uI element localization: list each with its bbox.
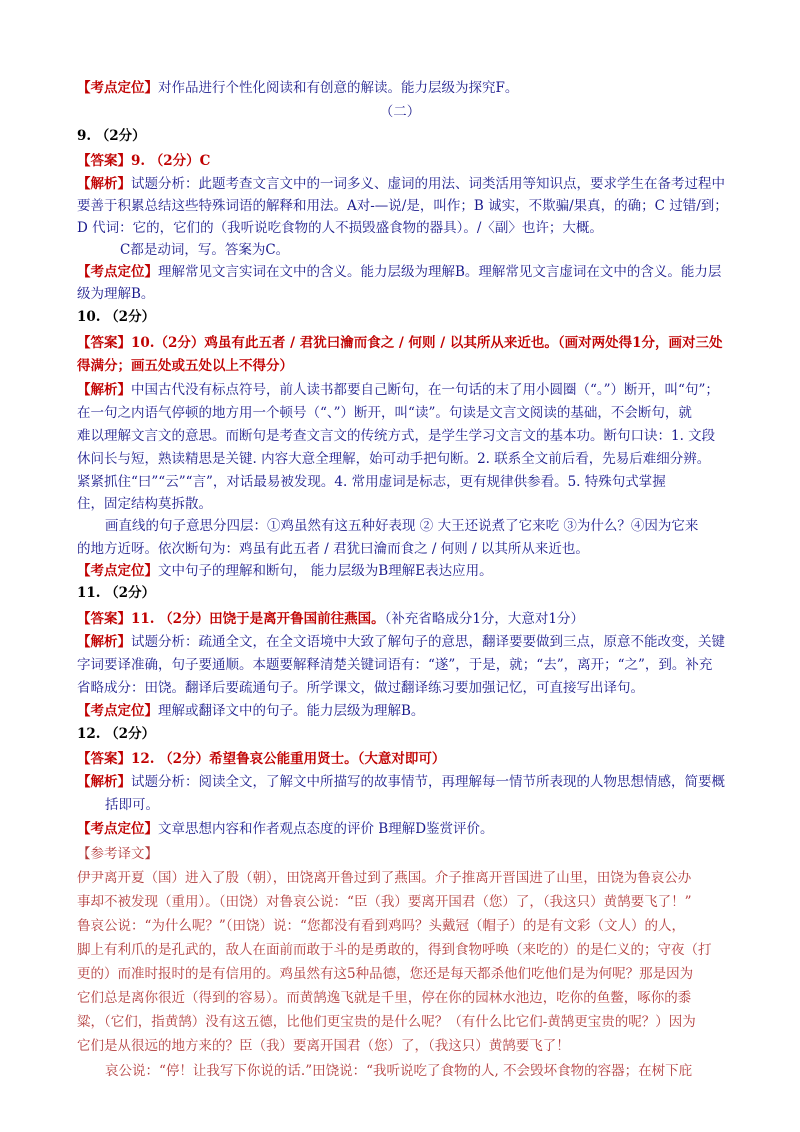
analysis-label: 【解析】 — [77, 382, 131, 398]
answer-text: 11. （2分）田饶于是离开鲁国前往燕国。 — [131, 611, 385, 627]
kaodian-line — [77, 78, 518, 98]
q12-answer — [77, 749, 445, 769]
q11-heading: 11. （2分） — [77, 585, 156, 601]
q12-heading: 12. （2分） — [77, 726, 156, 742]
reference-line-4: 脚上有利爪的是孔武的，敌人在面前而敢于斗的是勇敢的，得到食物呼唤（来吃的）的是仁义的；守夜（打 — [77, 942, 712, 958]
reference-line-3: 鲁哀公说：“为什么呢？”（田饶）说：“您都没有看到鸡吗？头戴冠（帽子）的是有文彩（文人）的人， — [77, 918, 685, 934]
q10-answer-2: 得满分；画五处或五处以上不得分） — [77, 358, 293, 374]
analysis-label: 【解析】 — [77, 774, 131, 790]
q11-exp-line-2: 字词要译准确，句子要通顺。本题要解释清楚关键词语有：“遂”，于是，就；“去”，离开；“之”，到。补充 — [77, 657, 713, 673]
analysis-text: 试题分析：阅读全文，了解文中所描写的故事情节，再理解每一情节所表现的人物思想情感，简要概 — [131, 774, 725, 790]
analysis-label: 【解析】 — [77, 176, 131, 192]
answer-text: 10.（2分）鸡虽有此五者 / 君犹曰瀹而食之 / 何则 / 以其所从来近也。（画对两处得1分，画对三处 — [131, 335, 723, 351]
reference-label: 【参考译文】 — [77, 846, 158, 862]
q10-exp-line-1 — [77, 380, 719, 400]
reference-line-5: 更的）而准时报时的是有信用的。鸡虽然有这5种品德，您还是每天都杀他们吃他们是为何呢？那是因为 — [77, 966, 694, 982]
answer-note: （补充省略成分1分，大意对1分） — [384, 611, 585, 627]
analysis-text: 中国古代没有标点符号，前人读书都要自己断句，在一句话的末了用小圆圈（“。”）断开，叫“句”； — [131, 382, 719, 398]
section-subtitle: （二） — [379, 104, 421, 120]
q10-answer-1 — [77, 333, 723, 353]
reference-line-9: 哀公说：“停！让我写下你说的话.”田饶说：“我听说吃了食物的人, 不会毁坏食物的容器；在树下庇 — [105, 1063, 693, 1079]
q9-exp-line-2: 要善于积累总结这些特殊词语的解释和用法。A对-—说/是，叫作；B 诚实，不欺骗/果真，的确；C 过错/到； — [77, 198, 728, 214]
q10-exp-line-3: 难以理解文言文的意思。而断句是考查文言文的传统方式，是学生学习文言文的基本功。断句口诀：1. 文段 — [77, 428, 716, 444]
reference-line-2: 事却不被发现（重用）。（田饶）对鲁哀公说：“臣（我）要离开国君（您）了，（我这只）黄鹄要飞了！” — [77, 894, 692, 910]
q9-answer — [77, 151, 210, 171]
q10-exp-line-8: 的地方近呀。依次断句为：鸡虽有此五者 / 君犹曰瀹而食之 / 何则 / 以其所从来近也。 — [77, 541, 589, 557]
reference-line-6: 它们总是离你很近（得到的容易）。而黄鹄逸飞就是千里，停在你的园林水池边，吃你的鱼鳖，啄你的黍 — [77, 990, 692, 1006]
q10-exp-line-4: 休问长与短，熟读精思是关键. 内容大意全理解，始可动手把句断。2. 联系全文前后看，先易后难细分辨。 — [77, 451, 711, 467]
q11-exp-line-3: 省略成分：田饶。翻译后要疏通句子。所学课文，做过翻译练习要加强记忆，可直接写出译句。 — [77, 680, 644, 696]
q11-kaodian — [77, 701, 424, 721]
kaodian-text: 理解常见文言实词在文中的含义。能力层级为理解B。理解常见文言虚词在文中的含义。能力层 — [158, 264, 722, 280]
q10-kaodian — [77, 561, 493, 581]
q9-exp-line-4: C都是动词，写。答案为C。 — [120, 242, 290, 258]
q10-exp-line-6: 住，固定结构莫拆散。 — [77, 496, 212, 512]
analysis-text: 试题分析：此题考查文言文中的一词多义、虚词的用法、词类活用等知识点，要求学生在备考过程中 — [131, 176, 725, 192]
q10-exp-line-2: 在一句之内语气停顿的地方用一个顿号（“、”）断开，叫“读”。句读是文言文阅读的基础，不会断句，就 — [77, 405, 692, 421]
answer-label: 【答案】 — [77, 153, 131, 169]
q12-kaodian — [77, 819, 494, 839]
kaodian-label: 【考点定位】 — [77, 703, 158, 719]
answer-label: 【答案】 — [77, 611, 131, 627]
reference-line-1: 伊尹离开夏（国）进入了殷（朝），田饶离开鲁过到了燕国。介子推离开晋国进了山里，田饶为鲁哀公办 — [77, 870, 692, 886]
kaodian-label: 【考点定位】 — [77, 563, 158, 579]
analysis-label: 【解析】 — [77, 634, 131, 650]
kaodian-label: 【考点定位】 — [77, 821, 158, 837]
kaodian-label: 【考点定位】 — [77, 264, 158, 280]
q9-kaodian-1 — [77, 262, 721, 282]
q12-exp-line-1 — [77, 772, 725, 792]
q9-exp-line-1 — [77, 174, 725, 194]
q10-exp-line-7: 画直线的句子意思分四层：①鸡虽然有这五种好表现 ② 大王还说煮了它来吃 ③为什么？④因为它来 — [105, 518, 699, 534]
answer-text: 12. （2分）希望鲁哀公能重用贤士。（大意对即可） — [131, 751, 446, 767]
answer-label: 【答案】 — [77, 751, 131, 767]
answer-text: 9. （2分）C — [131, 153, 211, 169]
q9-exp-line-3: D 代词：它的，它们的（我听说吃食物的人不损毁盛食物的器具）。/〈副〉也许；大概。 — [77, 220, 603, 236]
answer-label: 【答案】 — [77, 335, 131, 351]
kaodian-text: 理解或翻译文中的句子。能力层级为理解B。 — [158, 703, 425, 719]
kaodian-text: 文章思想内容和作者观点态度的评价 B理解D鉴赏评价。 — [158, 821, 494, 837]
q11-answer — [77, 609, 584, 629]
kaodian-text: 文中句子的理解和断句， 能力层级为B理解E表达应用。 — [158, 563, 493, 579]
analysis-text: 试题分析：疏通全文，在全文语境中大致了解句子的意思，翻译要要做到三点，原意不能改变，关键 — [131, 634, 725, 650]
q9-kaodian-2: 级为理解B。 — [77, 286, 155, 302]
reference-line-8: 它们是从很远的地方来的？臣（我）要离开国君（您）了，（我这只）黄鹄要飞了！ — [77, 1038, 570, 1054]
q11-exp-line-1 — [77, 632, 725, 652]
q12-exp-line-2: 括即可。 — [105, 797, 159, 813]
reference-line-7: 粱，（它们，指黄鹄）没有这五德，比他们更宝贵的是什么呢？（有什么比它们-黄鹄更宝贵的呢？）因为 — [77, 1014, 696, 1030]
q10-exp-line-5: 紧紧抓住“曰”“云”“言”，对话最易被发现。4. 常用虚词是标志，更有规律供参看。5. 特殊句式掌握 — [77, 474, 666, 490]
q10-heading: 10. （2分） — [77, 309, 156, 325]
kaodian-label: 【考点定位】 — [77, 80, 158, 96]
q9-heading: 9. （2分） — [77, 128, 146, 144]
kaodian-text: 对作品进行个性化阅读和有创意的解读。能力层级为探究F。 — [158, 80, 519, 96]
